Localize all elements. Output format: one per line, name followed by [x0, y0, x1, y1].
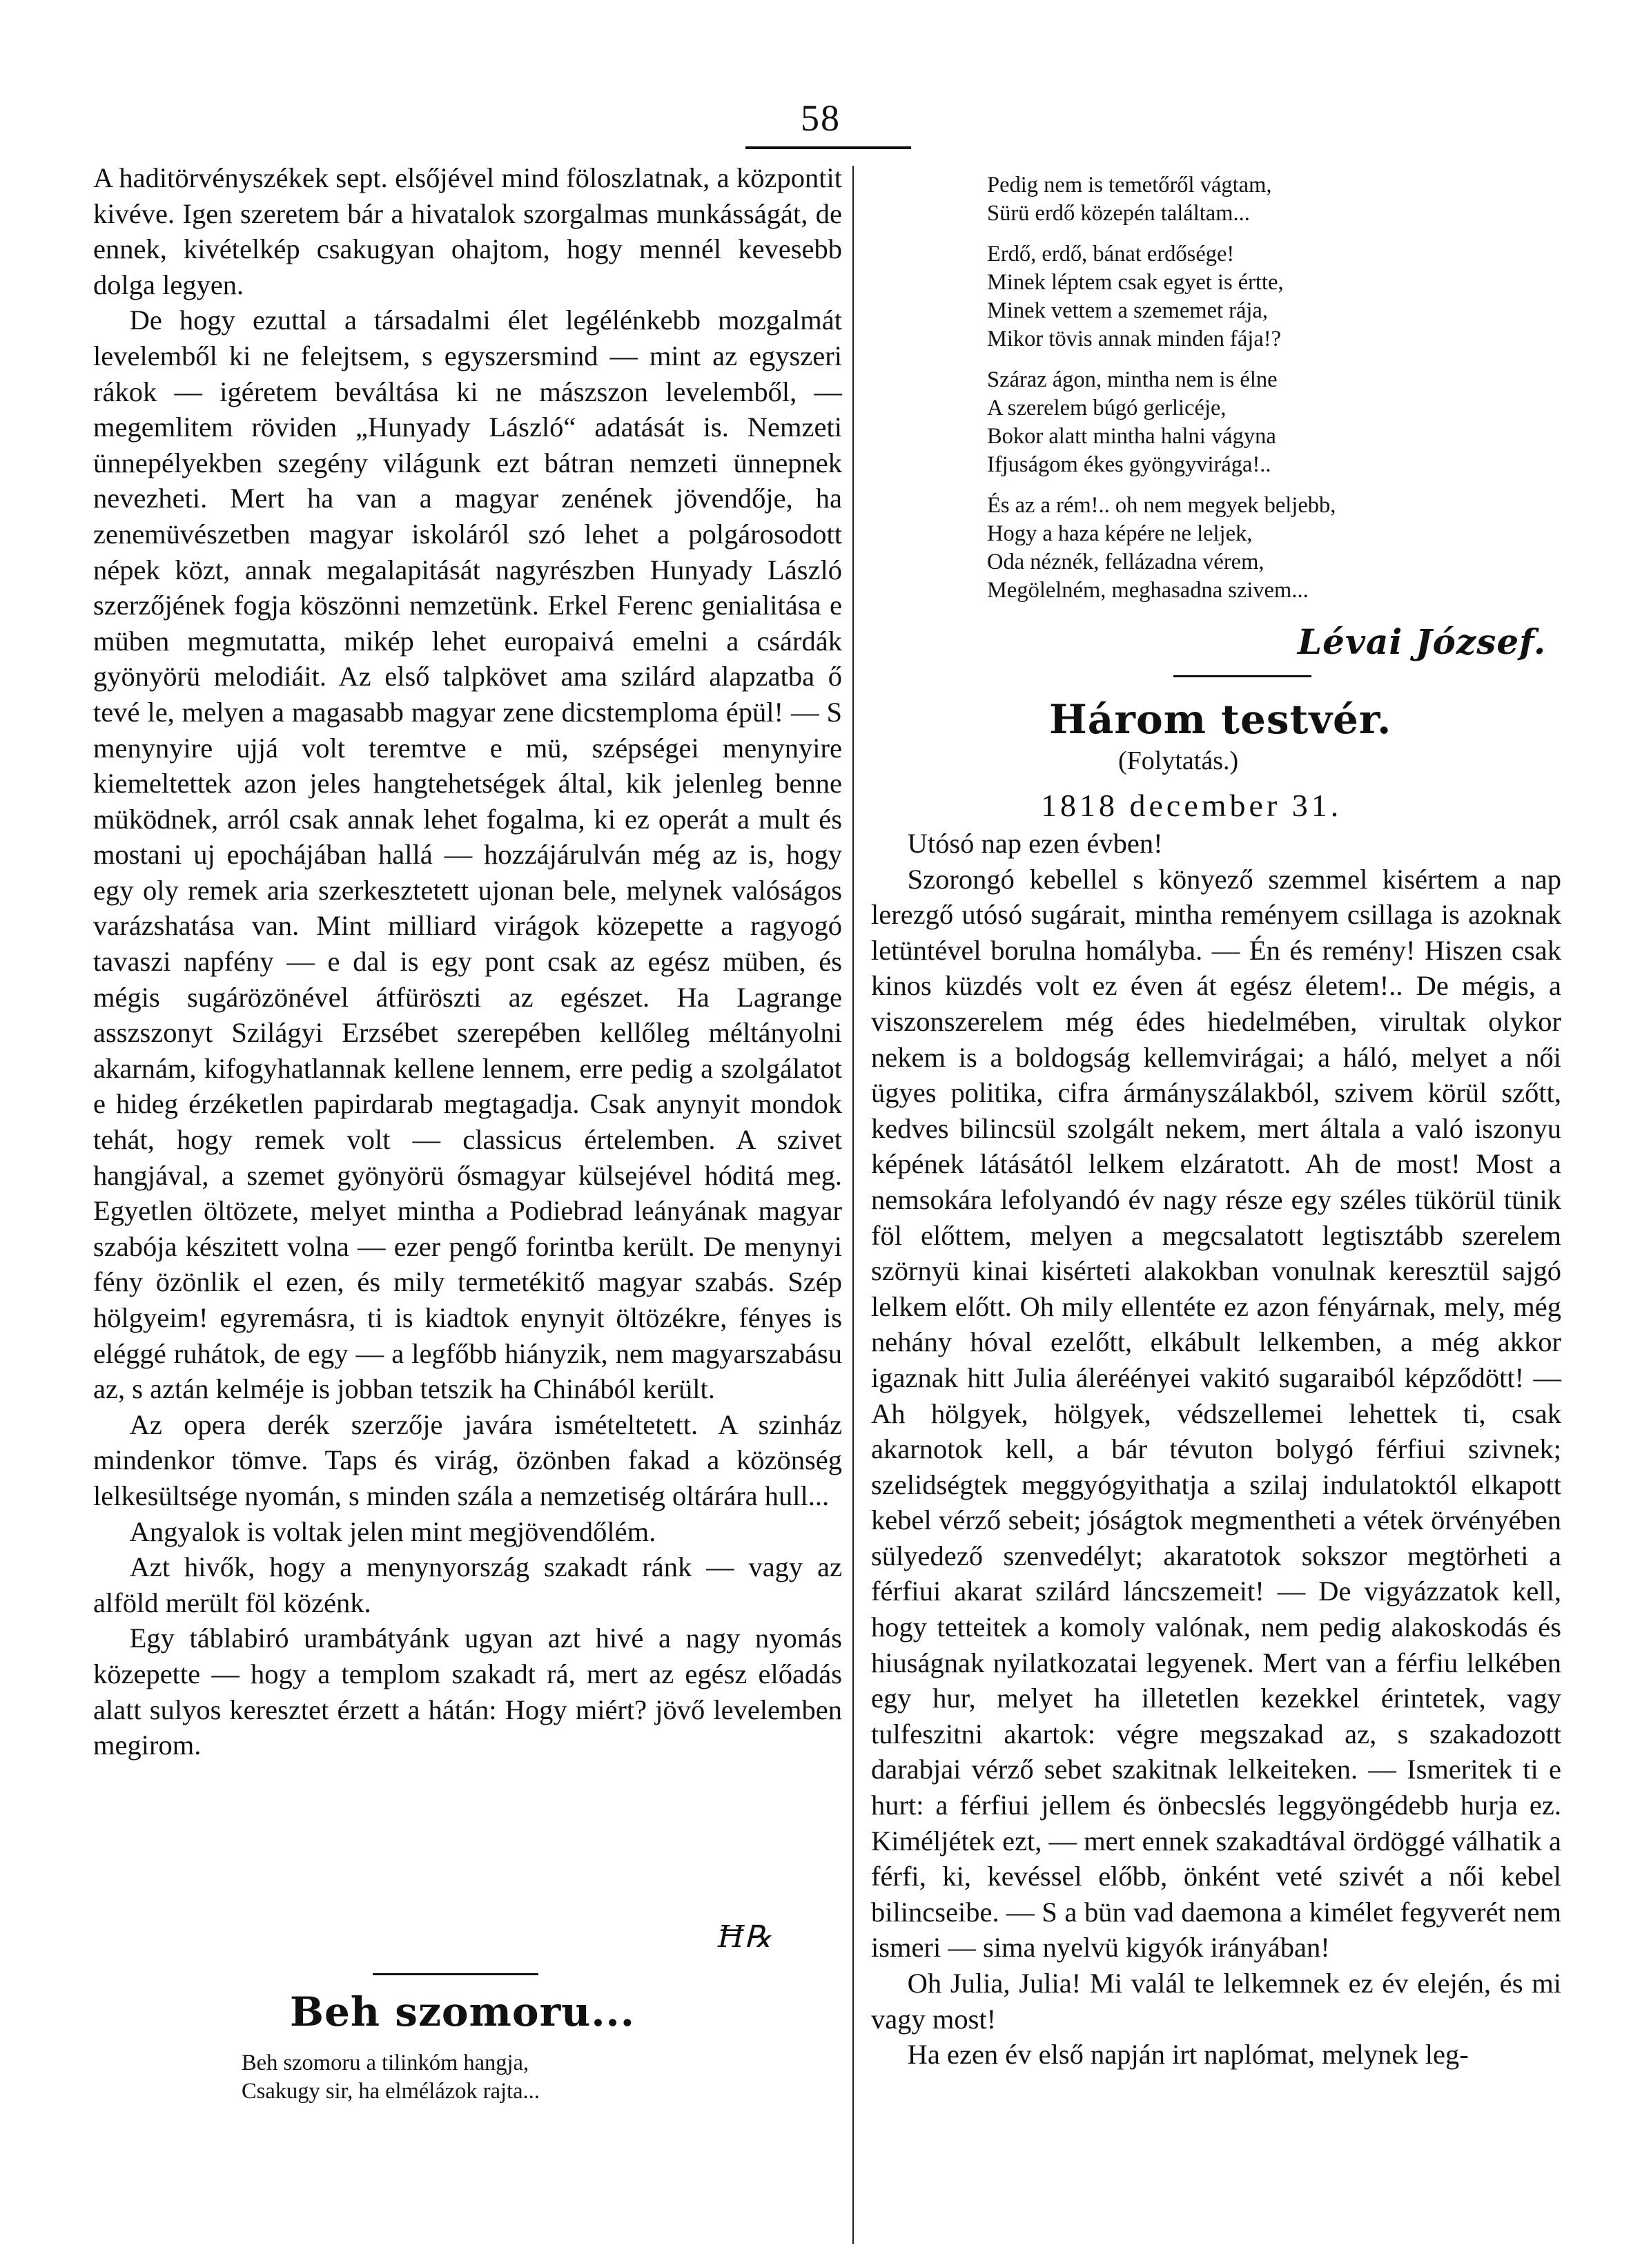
section-rule-right: [1173, 675, 1311, 677]
section-rule-left: [373, 1973, 538, 1975]
left-poem: [242, 2049, 540, 2106]
poem-line: Pedig nem is temetőről vágtam,: [987, 173, 1272, 197]
poem-line: Minek vettem a szememet rája,: [987, 298, 1268, 323]
poem-title: Beh szomoru...: [290, 1988, 635, 2035]
poem-line: Hogy a haza képére ne leljek,: [987, 521, 1253, 546]
poem-line: Száraz ágon, mintha nem is élne: [987, 367, 1278, 392]
story-title: Három testvér.: [1049, 696, 1392, 743]
poem-line: Erdő, erdő, bánat erdősége!: [987, 242, 1235, 266]
right-poem: [987, 171, 1336, 617]
page-number: 58: [801, 97, 841, 139]
poem-stanza: [987, 171, 1336, 228]
poem-stanza: [987, 240, 1336, 353]
poem-line: Ifjuságom ékes gyöngyvirága!..: [987, 452, 1271, 477]
poem-line: Mikor tövis annak minden fája!?: [987, 327, 1281, 351]
poem-line: Megölelném, meghasadna szivem...: [987, 578, 1309, 603]
left-paragraph-5: Azt hivők, hogy a menynyország szakadt ránk — vagy az alföld merült föl közénk.: [93, 1551, 842, 1618]
column-divider: [852, 166, 854, 2244]
poem-line: A szerelem búgó gerlicéje,: [987, 396, 1227, 420]
poem-line: Beh szomoru a tilinkóm hangja,: [242, 2051, 529, 2075]
right-column-text: [871, 826, 1561, 2073]
right-paragraph-4: Ha ezen év első napján irt naplómat, melynek leg-: [907, 2039, 1469, 2071]
story-subtitle: (Folytatás.): [1118, 746, 1239, 775]
poem-line: Csakugy sir, ha elmélázok rajta...: [242, 2079, 540, 2104]
right-paragraph-2: Szorongó kebellel s könyező szemmel kisértem a nap lerezgő utósó sugárait, mintha reményem csillaga is azoknak letüntével borulna homályba. — Én és remény! Hiszen csak kinos küzdés volt ez éven át egész életem!.. De mégis, a viszonszerelem még édes hiedelmében, virultak olykor nekem is a boldogság kellemvirágai; a háló, melyet a női ügyes politika, cifra ármányszálakból, szivem körül szőtt, kedves bilincsül szolgált nekem, mert általa a való iszonyu képének látásától lelkem elzáratott. Ah de most! Most a nemsokára lefolyandó év nagy része egy széles tükörül tünik föl előttem, melyen a megcsalatott legtisztább szerelem szörnyü kinai kisérteti alakokban vonulnak keresztül sajgó lelkem előtt. Oh mily ellentéte ez azon fényárnak, mely, még nehány hóval ezelőtt, elkábult lelkemben, a még akkor igaznak hitt Julia áleréényei vakitó sugaraiból képződött! — Ah hölgyek, hölgyek, védszellemei lehettek ti, csak akarnotok kell, a bár tévuton bolygó férfiui szivnek; szelidségtek meggyógyithatja a szilaj indulatoktól elkapott kebel vérző sebeit; jóságtok megmentheti a vétek örvényében sülyedező szenvedélyt; akaratotok sokszor megtörheti a férfiui akarat szilárd láncszemeit! — De vigyázzatok kell, hogy tetteitek a komoly valónak, nem pedig alakoskodás és hiuságnak nyilatkozatai legyenek. Mert van a férfiu lelkében egy hur, melyet ha illetetlen kezekkel érintetek, vagy tulfeszitni akartok: végre megszakad az, s szakadozott darabjai vérző sebet szakitnak lelkeiteken. — Ismeritek ti e hurt: a férfiui jellem és önbecslés leggyöngédebb hurja ez. Kiméljétek ezt, — mert ennek szakadtával ördöggé válhatik a férfi, ki, kevéssel előbb, önként veté szivét a női kebel bilincseibe. — S a bün vad daemona a kimélet fegyverét nem ismeri — sima nyelvü kigyók irányában!: [871, 863, 1561, 1964]
left-paragraph-1: A haditörvényszékek sept. elsőjével mind föloszlatnak, a központit kivéve. Igen szeretem bár a hivatalok szorgalmas munkásságát, de ennek, kivételkép csakugyan ohajtom, hogy mennél kevesebb dolga legyen.: [93, 162, 842, 300]
poem-line: Oda néznék, fellázadna vérem,: [987, 550, 1264, 574]
header-rule: [745, 146, 911, 149]
poem-line: Bokor alatt mintha halni vágyna: [987, 424, 1276, 449]
poem-line: Sürü erdő közepén találtam...: [987, 201, 1250, 226]
left-paragraph-4: Angyalok is voltak jelen mint megjövendőlém.: [129, 1515, 656, 1547]
right-paragraph-3: Oh Julia, Julia! Mi valál te lelkemnek ez év elején, és mi vagy most!: [871, 1968, 1561, 2035]
right-paragraph-1: Utósó nap ezen évben!: [907, 828, 1163, 859]
signature-initials: Ħ℞: [718, 1919, 772, 1955]
poem-stanza: [987, 492, 1336, 605]
poem-line: És az a rém!.. oh nem megyek beljebb,: [987, 493, 1336, 518]
story-date: 1818 december 31.: [1041, 788, 1342, 823]
poem-stanza: [987, 366, 1336, 479]
left-column: [93, 160, 842, 1763]
left-paragraph-3: Az opera derék szerzője javára ismételtetett. A szinház mindenkor tömve. Taps és virág, özönben fakad a közönség lelkesültsége nyomán, s minden szála a nemzetiség oltárára hull...: [93, 1408, 842, 1511]
left-paragraph-6: Egy táblabiró urambátyánk ugyan azt hivé a nagy nyomás közepette — hogy a templom szakadt rá, mert az egész előadás alatt sulyos keresztet érzett a hátán: Hogy miért? jövő levelemben megirom.: [93, 1622, 842, 1761]
left-paragraph-2: De hogy ezuttal a társadalmi élet legélénkebb mozgalmát levelemből ki ne felejtsem, s egyszersmind — mint az egyszeri rákok — igéretem beváltása ki ne mászszon levelemből, — megemlitem röviden „Hunyady László“ adatását is. Nemzeti ünnepélyekben szegény világunk ezt bátran nemzeti ünnepnek nevezheti. Mert ha van a magyar zenének jövendője, ha zenemüvészetben magyar iskoláról szó lehet a polgárosodott népek közt, annak megalapitását nagyrészben Hunyady László szerzőjének fogja köszönni nemzetünk. Erkel Ferenc genialitása e müben megmutatta, mikép lehet europaivá emelni a csárdák gyönyörü melodiáit. Az első talpkövet ama szilárd alapzatba ő tevé le, melyen a magasabb magyar zene dicstemploma épül! — S menynyire ujjá volt teremtve e mü, szépségei menynyire kiemeltettek azon jeles hangtehetségek által, kik jelenleg benne müködnek, arról csak annak lehet fogalma, ki ez operát a mult és mostani uj epochájában hallá — hozzájárulván még az is, hogy egy oly remek aria szerkesztetett ujonan bele, melynek valóságos varázshatása van. Mint milliard virágok közepette a ragyogó tavaszi napfény — e dal is egy pont csak az egész müben, és mégis sugárözönével átfüröszti az egészet. Ha Lagrange asszszonyt Szilágyi Erzsébet szerepében kellőleg méltányolni akarnám, kifogyhatlannak kellene lennem, erre pedig a szolgálatot e hideg érzéketlen papirdarab megtagadja. Csak anynyit mondok tehát, hogy remek volt — classicus értelemben. A szivet hangjával, a szemet gyönyörü ősmagyar külsejével hóditá meg. Egyetlen öltözete, melyet mintha a Podiebrad leányának magyar szabója készitett volna — ezer pengő forintba került. De menynyi fény özönlik el ezen, és mily termetékitő magyar szabás. Szép hölgyeim! egyremásra, ti is kiadtok enynyit öltözékre, fényes is eléggé ruhátok, de egy — a legfőbb hiányzik, nem magyarszabásu az, s aztán kelméje is jobban tetszik ha Chinából került.: [93, 304, 842, 1405]
poem-author: Lévai József.: [1298, 621, 1547, 662]
poem-line: Minek léptem csak egyet is értte,: [987, 270, 1284, 295]
